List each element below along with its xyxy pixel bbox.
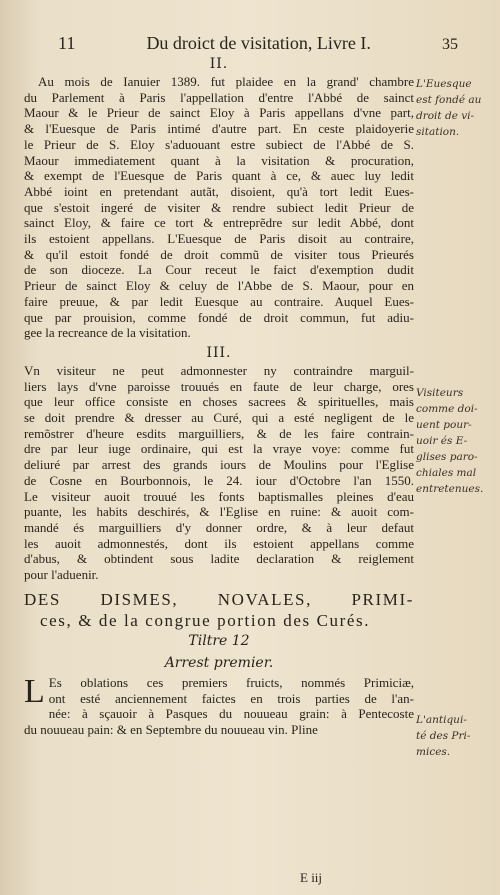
text-line: & qu'il estoit fondé de droit commũ de visiter tous Prieurés xyxy=(24,246,414,262)
margin-note-line: mices. xyxy=(416,746,451,758)
arrest-heading: Arrest premier. xyxy=(164,654,274,671)
text-line: d'abus, & obtindent sous ladite declaration & reiglement xyxy=(24,551,414,567)
margin-note-line: comme doi- xyxy=(416,403,478,415)
section-number: II. xyxy=(209,56,229,72)
text-line: Le visiteur auoit trouué les fonts baptismalles pleines d'eau xyxy=(24,488,414,504)
text-line: liers lays d'vne paroisse trouués en faute de leur charge, ores xyxy=(24,378,414,394)
margin-note-line: Visiteurs xyxy=(416,387,464,399)
paragraph xyxy=(24,672,414,738)
margin-note-line: L'Euesque xyxy=(416,78,472,90)
margin-note-line: chiales mal xyxy=(416,467,477,479)
folio-number: 35 xyxy=(441,36,458,53)
text-line: sainct Eloy, & faire ce tort & entreprẽdre sur ledit Abbé, dont xyxy=(24,215,414,231)
drop-cap: L xyxy=(24,672,45,710)
text-line: mandé és marguilliers d'y donner ordre, & à leur defaut xyxy=(24,519,414,535)
text-line: du nouueau pain: & en Septembre du nouueau vin. Pline xyxy=(24,721,318,737)
text-line: ils estoient appellans. L'Euesque de Paris disoit au contraire, xyxy=(24,231,414,247)
text-line: que par prouision, comme fondé de droit commun, fut adiu- xyxy=(24,309,414,325)
margin-note-line: entretenues. xyxy=(416,483,484,495)
text-line: puante, les habits deschirés, & l'Eglise en ruine: & auoit com- xyxy=(24,504,414,520)
margin-note-line: droit de vi- xyxy=(416,110,475,122)
paragraph-lines xyxy=(24,672,414,738)
running-title: Du droict de visitation, Livre I. xyxy=(146,33,371,53)
text-line: se doit prendre & dresser au Curé, qui a esté negligent de le xyxy=(24,410,414,426)
text-line: que leur office consiste en choses sacrees & spirituelles, mais xyxy=(24,394,414,410)
chapter-title-line: ces, & de la congrue portion des Curés. xyxy=(40,610,371,630)
text-line: & l'Euesque de Paris intimé d'autre part. En ceste plaidoyerie xyxy=(24,121,414,137)
margin-note-line: est fondé au xyxy=(416,94,482,106)
page-body xyxy=(24,52,414,738)
page-number: 11 xyxy=(58,33,76,53)
text-line: remõstrer d'heure esdits marguilliers, & de les faire contrain- xyxy=(24,425,414,441)
text-line: Es oblations ces premiers fruicts, nommés Primiciæ, xyxy=(48,674,414,690)
margin-note xyxy=(416,385,496,497)
text-line: ont esté anciennement faictes en trois parties de l'an- xyxy=(48,690,414,706)
chapter-title-line: DES DISMES, NOVALES, PRIMI- xyxy=(24,589,414,609)
text-line: Maour immediatement quant à la visitation & procuration, xyxy=(24,152,414,168)
running-header xyxy=(58,33,458,54)
text-line: faire preuue, & par ledit Euesque au contraire. Auquel Eues- xyxy=(24,293,414,309)
title-number: Tiltre 12 xyxy=(188,632,250,649)
section-number: III. xyxy=(206,344,232,361)
text-line: de Cosne en Bourbonnois, le 24. iour d'Octobre l'an 1550. xyxy=(24,472,414,488)
text-line: gee la recreance de la visitation. xyxy=(24,325,191,341)
text-line: dre par leur iuge ordinaire, qui est la vraye voye: comme fut xyxy=(24,441,414,457)
paragraph xyxy=(24,74,414,341)
margin-note-line: glises paro- xyxy=(416,451,478,463)
text-line: Prieur de sainct Eloy & celuy de l'Abbe de S. Maour, pour en xyxy=(24,278,414,294)
text-line: de son dioceze. La Cour receut le faict d'exemption dudit xyxy=(24,262,414,278)
text-line: le Prieur de S. Eloy s'aduouant estre subiect de l'Abbé de S. xyxy=(24,136,414,152)
text-line: deliuré par arrest des grands iours de Moulins pour l'Eglise xyxy=(24,457,414,473)
text-line: pour l'aduenir. xyxy=(24,567,99,583)
margin-note-line: L'antiqui- xyxy=(416,714,467,726)
text-line: que s'estoit ingeré de visiter & rendre subiect ledit Prieur de xyxy=(24,199,414,215)
text-line: & exempt de l'Euesque de Paris quant à ce, & auec luy ledit xyxy=(24,168,414,184)
text-line: Au mois de Ianuier 1389. fut plaidee en la grand' chambre xyxy=(38,74,414,89)
margin-note xyxy=(416,712,496,760)
paragraph xyxy=(24,363,414,583)
text-line: née: à sçauoir à Pasques du nouueau grain: à Pentecoste xyxy=(48,706,414,722)
text-line: les auoit admonnestés, dont ils estoient appellans comme xyxy=(24,535,414,551)
text-line: Vn visiteur ne peut admonnester ny contraindre marguil- xyxy=(24,362,414,378)
text-line: Maour & le Prieur de sainct Eloy à Paris appellans d'vne part, xyxy=(24,105,414,121)
text-line: du Parlement à Paris l'appellation d'entre l'Abbé de sainct xyxy=(24,89,414,105)
margin-note-line: té des Pri- xyxy=(416,730,471,742)
chapter-title xyxy=(24,589,414,631)
text-line: Abbé ioint en pretendant autãt, disoient, qu'à tort ledit Eues- xyxy=(24,183,414,199)
margin-note-line: sitation. xyxy=(416,126,460,138)
margin-note-line: uoir és E- xyxy=(416,435,468,447)
margin-note-line: uent pour- xyxy=(416,419,472,431)
margin-note xyxy=(416,76,496,140)
signature-mark: E iij xyxy=(300,870,323,885)
